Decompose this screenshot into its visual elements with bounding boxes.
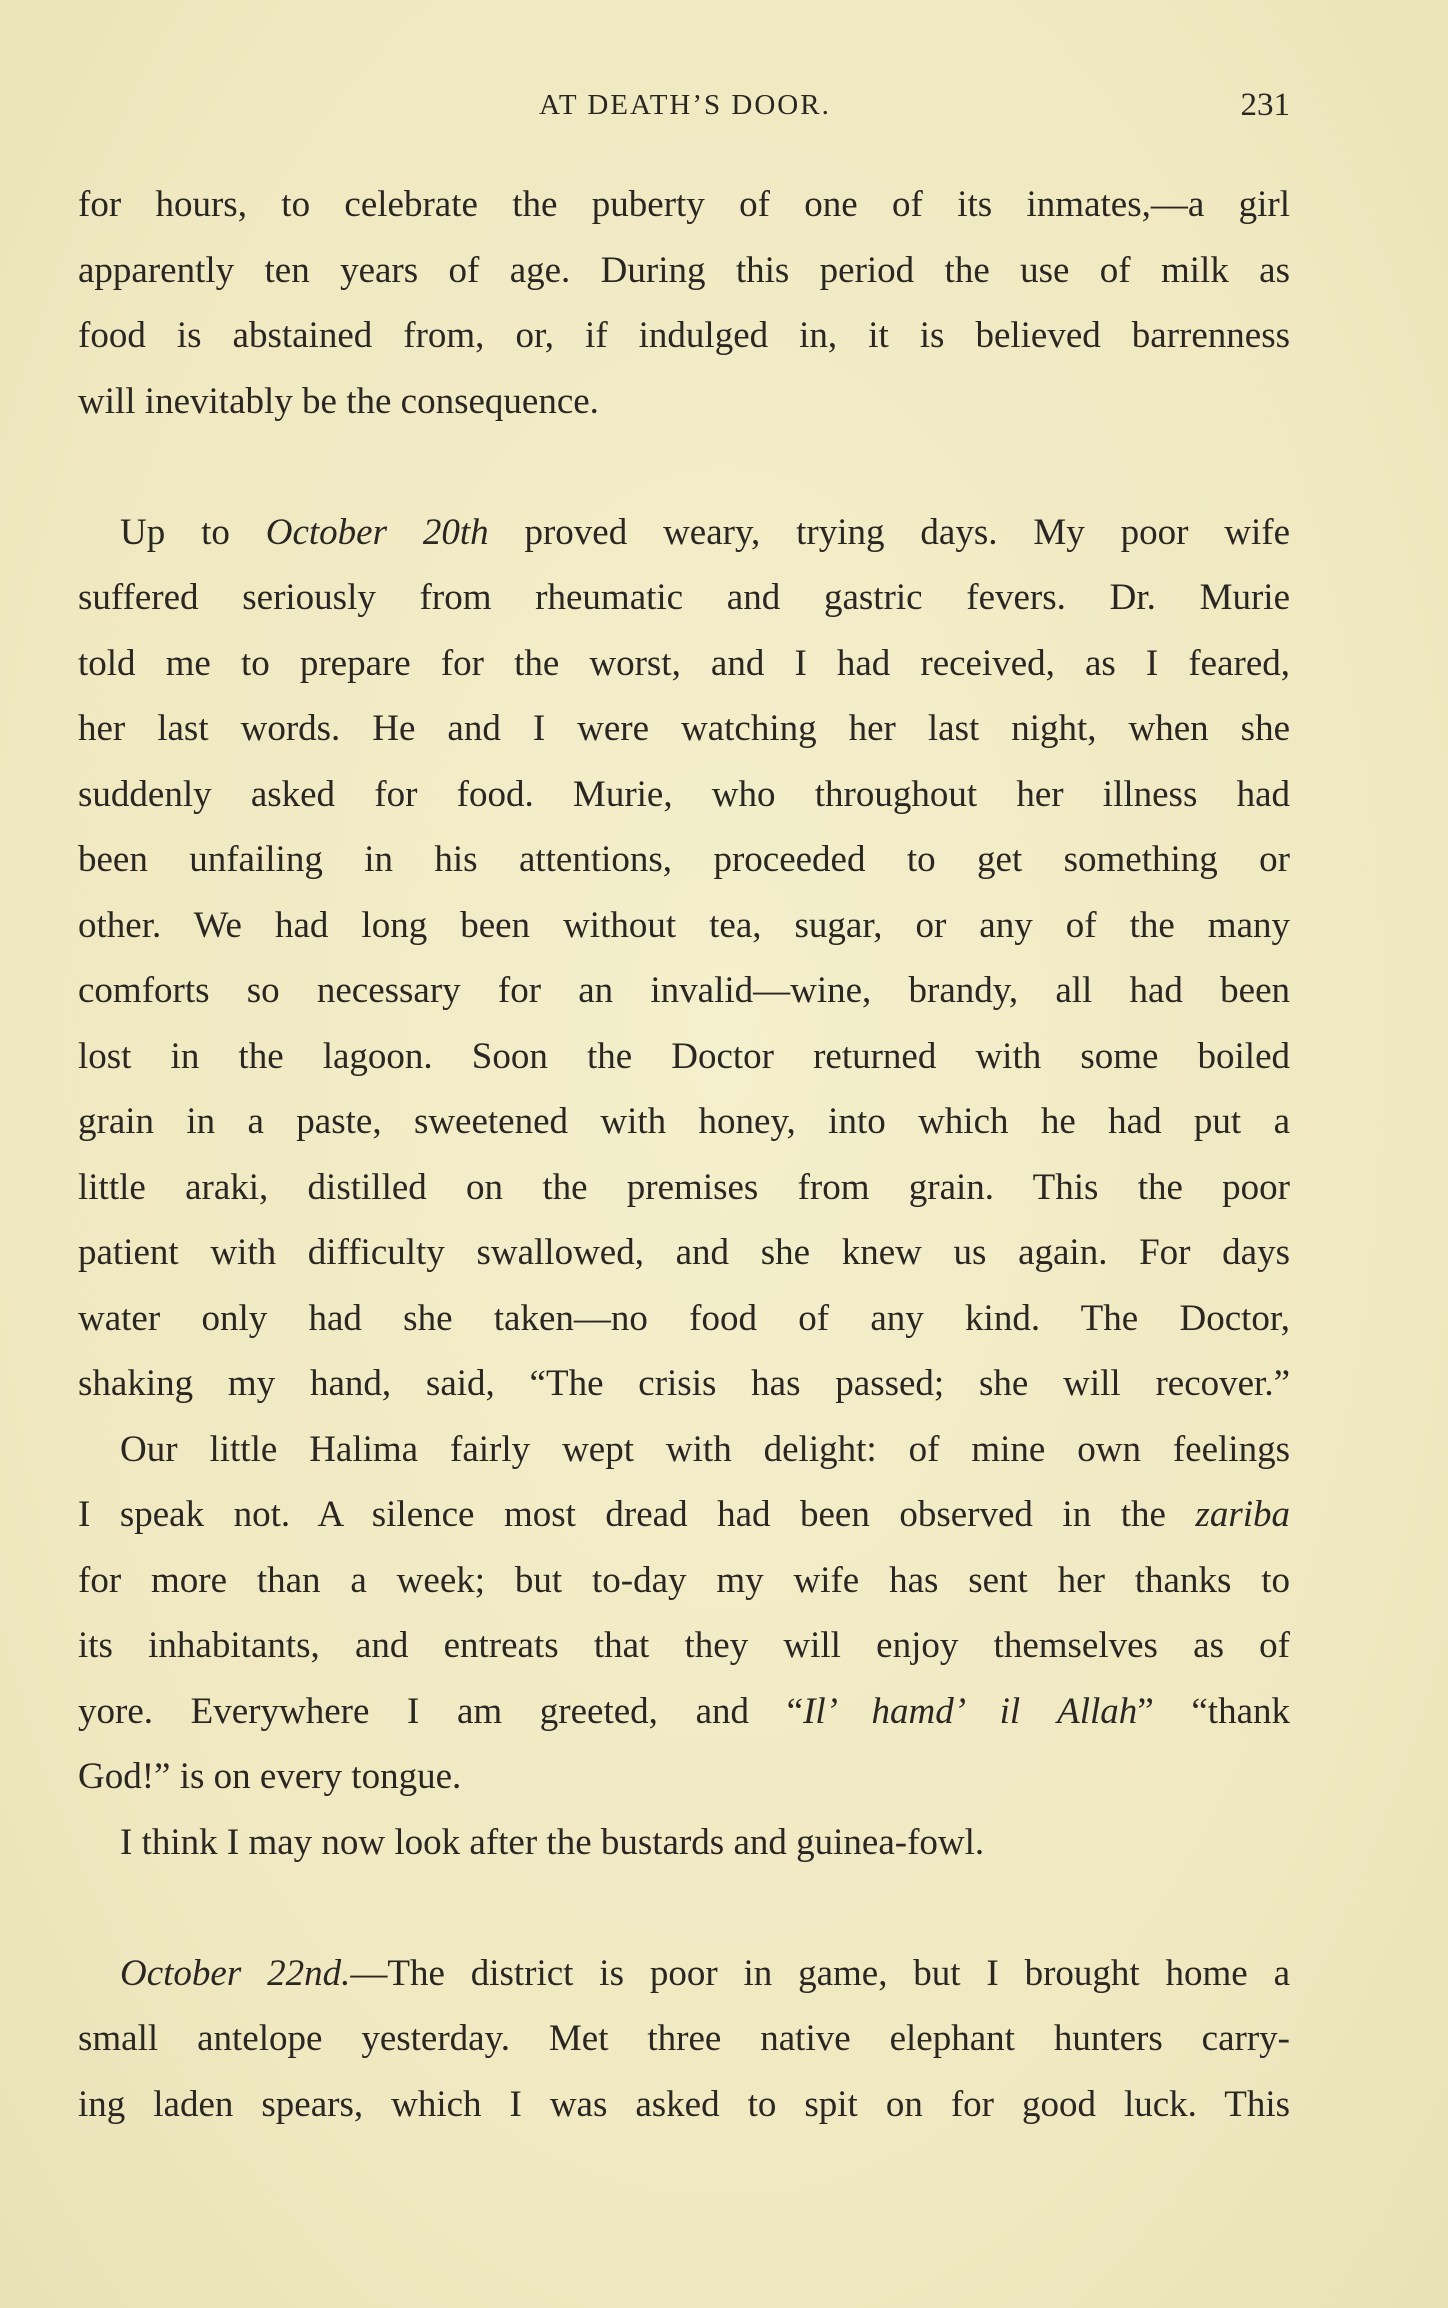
text-line: suddenly asked for food. Murie, who throughout her illness had: [78, 773, 1290, 815]
text-line: water only had she taken—no food of any kind. The Doctor,: [78, 1297, 1290, 1339]
text-line: her last words. He and I were watching her last night, when she: [78, 708, 1290, 749]
text-line: been unfailing in his attentions, proceeded to get something or: [78, 839, 1290, 880]
text-line: for hours, to celebrate the puberty of one of its inmates,—a girl: [78, 184, 1290, 225]
running-head: AT DEATH’S DOOR.: [539, 89, 831, 121]
date-italic: October 22nd.: [120, 1952, 351, 1994]
text-run: proved weary, trying days. My poor wife: [488, 511, 1290, 553]
text-line: [78, 1679, 1290, 1745]
paragraph-2: [78, 500, 1290, 1417]
paragraph-gap: [78, 1875, 1290, 1941]
body-text: [78, 172, 1290, 2137]
text-line: little araki, distilled on the premises from grain. This the poor: [78, 1166, 1290, 1208]
text-line: for more than a week; but to-day my wife has sent her thanks to: [78, 1559, 1290, 1601]
arabic-phrase-italic: Il’ hamd’ il Allah: [803, 1690, 1138, 1732]
text-run: I speak not. A silence most dread had been observed in the: [78, 1494, 1196, 1535]
text-run: yore. Everywhere I am greeted, and “: [78, 1690, 804, 1732]
text-line: [78, 500, 1290, 566]
paragraph-gap: [78, 434, 1290, 500]
text-line: ing laden spears, which I was asked to spit on for good luck. This: [78, 2083, 1290, 2125]
paragraph-3: [78, 1417, 1290, 1810]
text-line: food is abstained from, or, if indulged in, it is believed barrenness: [78, 315, 1290, 356]
text-line: suffered seriously from rheumatic and gastric fevers. Dr. Murie: [78, 577, 1290, 618]
paragraph-1: [78, 172, 1290, 434]
text-line: grain in a paste, sweetened with honey, into which he had put a: [78, 1101, 1290, 1142]
text-line: Our little Halima fairly wept with delight: of mine own feelings: [120, 1428, 1290, 1470]
text-run: Up to: [120, 511, 266, 553]
text-line: other. We had long been without tea, sugar, or any of the many: [78, 904, 1290, 946]
paragraph-4: [78, 1810, 1290, 1876]
text-line: will inevitably be the consequence.: [78, 380, 599, 422]
text-run: —The district is poor in game, but I brought home a: [350, 1952, 1290, 1994]
text-line: [78, 1941, 1290, 2007]
text-line: I think I may now look after the bustards and guinea-fowl.: [120, 1821, 985, 1863]
paragraph-5: [78, 1941, 1290, 2138]
text-line: shaking my hand, said, “The crisis has passed; she will recover.”: [78, 1363, 1290, 1404]
text-line: small antelope yesterday. Met three native elephant hunters carry-: [78, 2018, 1290, 2059]
foreign-word-italic: zariba: [1195, 1494, 1290, 1535]
text-line: [78, 1482, 1290, 1548]
text-line: patient with difficulty swallowed, and she knew us again. For days: [78, 1232, 1290, 1273]
text-line: comforts so necessary for an invalid—wine, brandy, all had been: [78, 970, 1290, 1011]
text-line: lost in the lagoon. Soon the Doctor returned with some boiled: [78, 1035, 1290, 1077]
text-line: its inhabitants, and entreats that they will enjoy themselves as of: [78, 1625, 1290, 1666]
text-line: apparently ten years of age. During this period the use of milk as: [78, 249, 1290, 291]
date-italic: October 20th: [265, 511, 489, 553]
page-number: 231: [1240, 87, 1290, 123]
text-run: ” “thank: [1137, 1690, 1290, 1732]
page-header: [80, 80, 1290, 130]
text-line: told me to prepare for the worst, and I had received, as I feared,: [78, 642, 1290, 684]
text-line: God!” is on every tongue.: [78, 1756, 462, 1797]
